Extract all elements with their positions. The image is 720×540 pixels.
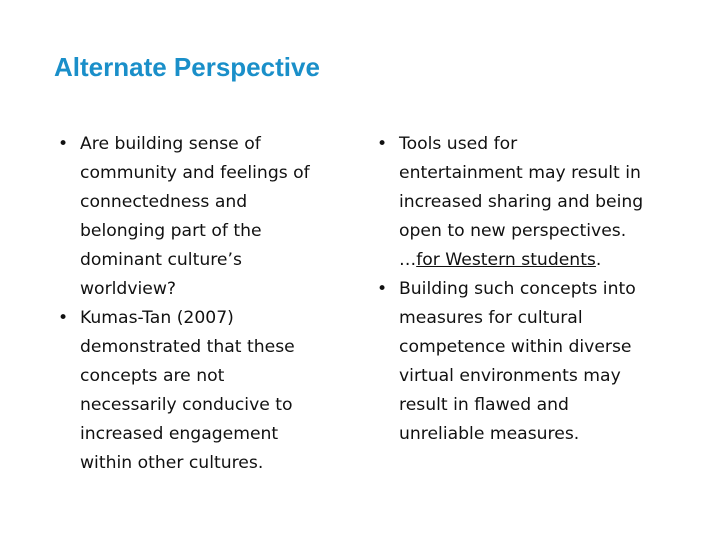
bullet-item — [375, 275, 685, 449]
bullet-text-line: Kumas-Tan (2007) — [80, 308, 234, 328]
bullet-point-icon: • — [377, 134, 388, 154]
period-suffix: . — [595, 250, 602, 270]
bullet-text-line: necessarily conducive to — [80, 395, 293, 415]
left-column — [56, 130, 356, 478]
bullet-text-line: belonging part of the — [80, 221, 262, 241]
bullet-text-line: concepts are not — [80, 366, 225, 386]
bullet-text-line-emphasis — [399, 246, 685, 275]
bullet-text-line: competence within diverse — [399, 337, 632, 357]
bullet-point-icon: • — [377, 279, 388, 299]
slide-title: Alternate Perspective — [54, 52, 320, 82]
bullet-text-line: connectedness and — [80, 192, 248, 212]
bullet-point-icon: • — [58, 134, 69, 154]
bullet-text-line: measures for cultural — [399, 308, 583, 328]
bullet-text-line: community and feelings of — [80, 163, 310, 183]
bullet-text-line: increased sharing and being — [399, 192, 644, 212]
bullet-text-line: virtual environments may — [399, 366, 621, 386]
bullet-text-line: Tools used for — [399, 134, 518, 154]
bullet-text-line: worldview? — [80, 279, 177, 299]
bullet-text-line: result in flawed and — [399, 395, 569, 415]
bullet-text-line: open to new perspectives. — [399, 221, 627, 241]
bullet-item — [56, 130, 356, 304]
bullet-text-line: dominant culture’s — [80, 250, 242, 270]
bullet-text-line: Are building sense of — [80, 134, 261, 154]
bullet-text-line: demonstrated that these — [80, 337, 295, 357]
bullet-point-icon: • — [58, 308, 69, 328]
bullet-text-line: within other cultures. — [80, 453, 264, 473]
bullet-item — [56, 304, 356, 478]
bullet-text-line: entertainment may result in — [399, 163, 641, 183]
bullet-item — [375, 130, 685, 275]
right-column — [375, 130, 685, 449]
underlined-phrase: for Western students — [416, 250, 596, 270]
bullet-text-line: Building such concepts into — [399, 279, 636, 299]
bullet-text-line: unreliable measures. — [399, 424, 580, 444]
bullet-text-line: increased engagement — [80, 424, 279, 444]
ellipsis-prefix: … — [399, 250, 417, 270]
